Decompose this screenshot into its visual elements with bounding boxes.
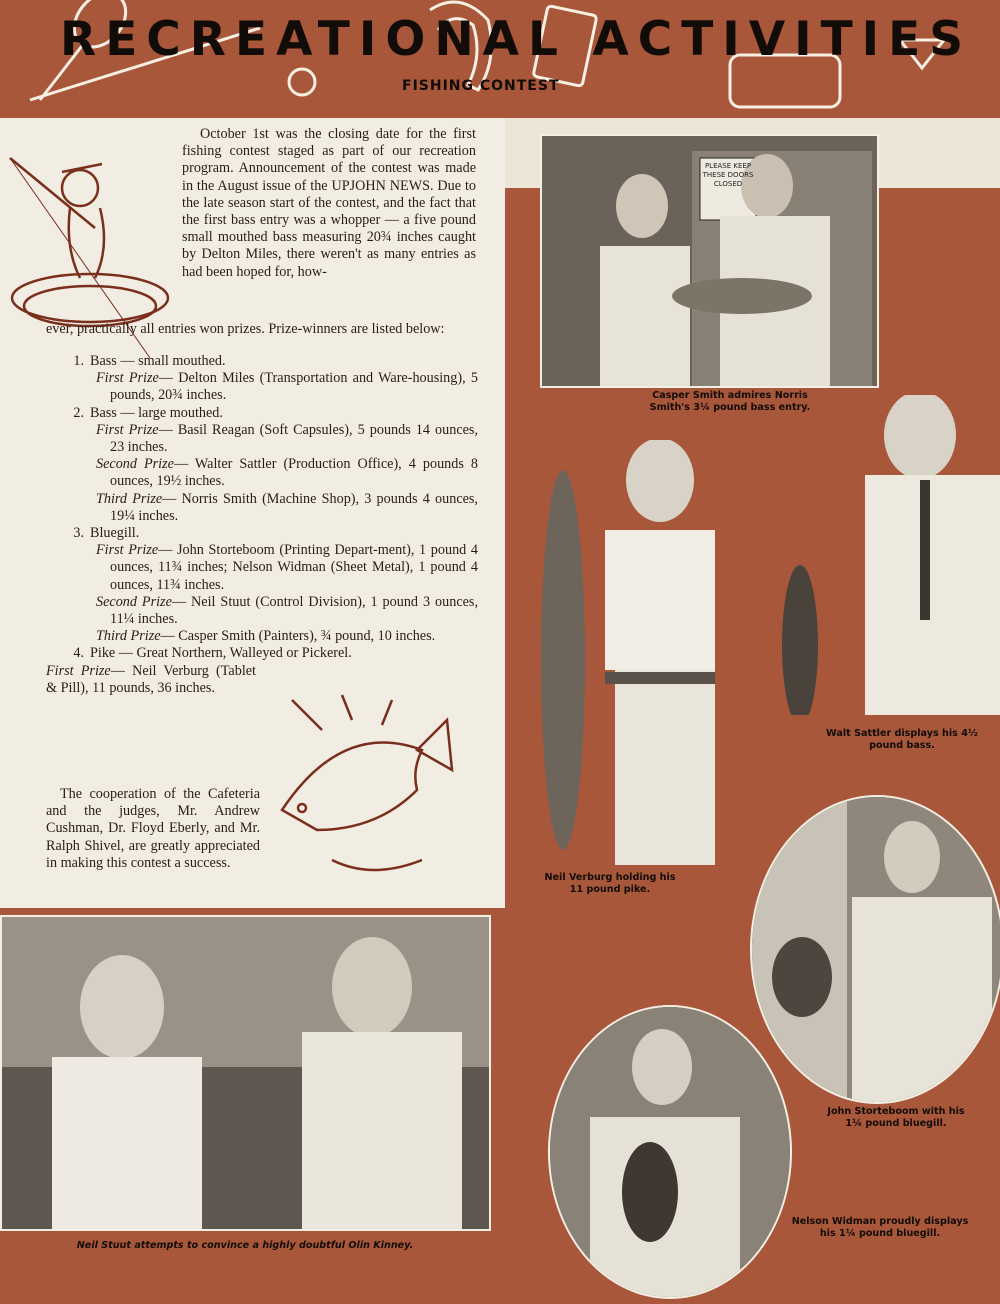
prize-detail: — Basil Reagan (Soft Capsules), 5 pounds 14 ounces, 23 inches. xyxy=(110,421,478,456)
photo-neil-stuut-olin-kinney xyxy=(0,915,491,1231)
category-number: 2. xyxy=(73,404,84,421)
category-number: 3. xyxy=(73,525,84,542)
category-number: 1. xyxy=(73,353,84,369)
category-bass-large xyxy=(46,405,478,525)
prize-detail: — Norris Smith (Machine Shop), 3 pounds 4 ounces, 19¼ inches. xyxy=(110,490,478,524)
caption-neil-verburg: Neil Verburg holding his 11 pound pike. xyxy=(544,872,676,895)
prize-entry xyxy=(46,456,478,490)
prize-detail: — Neil Stuut (Control Division), 1 pound 3 ounces, 11¼ inches. xyxy=(110,593,478,628)
prize-place: Second Prize xyxy=(96,593,172,610)
caption-neil-stuut: Neil Stuut attempts to convince a highly doubtful Olin Kinney. xyxy=(76,1240,414,1251)
prize-entry xyxy=(46,370,478,404)
prize-place: Second Prize xyxy=(96,456,174,473)
prize-detail: — Neil Verburg (Tablet & Pill), 11 pounds, 36 inches. xyxy=(46,662,256,696)
caption-walt-sattler: Walt Sattler displays his 4½ pound bass. xyxy=(826,728,978,751)
photo-casper-norris xyxy=(540,134,879,388)
prize-detail: — John Storteboom (Printing Depart-ment), 1 pound 4 ounces, 11¾ inches; Nelson Widman (Sheet Metal), 1 pound 4 ounces, 11¾ inches. xyxy=(110,542,479,593)
prize-entry xyxy=(46,628,478,645)
prize-detail: — Walter Sattler (Production Office), 4 pounds 8 ounces, 19½ inches. xyxy=(110,456,478,490)
prize-place: First Prize xyxy=(46,662,111,679)
photo-walt-sattler xyxy=(770,395,1000,715)
jumping-fish-illustration xyxy=(262,690,462,890)
prize-entry xyxy=(46,594,478,628)
prize-place: Third Prize xyxy=(96,490,163,507)
prize-place: Third Prize xyxy=(96,628,161,645)
category-name: Pike — Great Northern, Walleyed or Pickerel. xyxy=(90,645,352,662)
prize-entry xyxy=(46,542,478,594)
category-number: 4. xyxy=(73,645,84,662)
category-name: Bluegill. xyxy=(90,525,140,542)
prize-place: First Prize xyxy=(96,370,159,387)
caption-nelson-widman: Nelson Widman proudly displays his 1¼ pound bluegill. xyxy=(791,1216,969,1239)
photo-neil-verburg xyxy=(525,440,770,865)
category-name: Bass — small mouthed. xyxy=(90,353,226,369)
category-name: Bass — large mouthed. xyxy=(90,404,223,421)
category-bluegill xyxy=(46,525,478,645)
prize-detail: — Casper Smith (Painters), ¾ pound, 10 inches. xyxy=(160,628,436,645)
prize-entry xyxy=(46,663,256,697)
caption-casper-smith: Casper Smith admires Norris Smith's 3¼ pound bass entry. xyxy=(649,390,811,413)
prize-place: First Prize xyxy=(96,542,159,559)
prize-detail: — Delton Miles (Transportation and Ware-housing), 5 pounds, 20¾ inches. xyxy=(110,370,478,404)
prize-entry xyxy=(46,422,478,456)
intro-paragraph: October 1st was the closing date for the first fishing contest staged as part of our recreation program. Announcement of the contest was made in the August issue of the UPJOHN NEWS. Due to the late season start of the contest, and the fact that the first bass entry was a whopper — a five pound small mouthed bass measuring 20¾ inches caught by Delton Miles, there weren't as many entries as had been hoped for, how- xyxy=(182,126,476,280)
prize-place: First Prize xyxy=(96,421,159,438)
prize-entry xyxy=(46,491,478,525)
intro-paragraph-continued: ever, practically all entries won prizes. Prize-winners are listed below: xyxy=(46,321,445,337)
category-bass-small xyxy=(46,353,478,405)
page-subtitle: FISHING CONTEST xyxy=(402,78,560,94)
prize-winners-list xyxy=(46,353,478,697)
caption-john-storteboom: John Storteboom with his 1¼ pound bluegill. xyxy=(827,1106,965,1129)
photo-nelson-widman xyxy=(548,1005,792,1299)
page-title: RECREATIONAL ACTIVITIES xyxy=(60,12,973,67)
closing-paragraph: The cooperation of the Cafeteria and the judges, Mr. Andrew Cushman, Dr. Floyd Eberly, and Mr. Ralph Shivel, are greatly appreciated in making this contest a success. xyxy=(46,786,260,871)
door-sign: PLEASE KEEP THESE DOORS CLOSED xyxy=(702,162,754,188)
